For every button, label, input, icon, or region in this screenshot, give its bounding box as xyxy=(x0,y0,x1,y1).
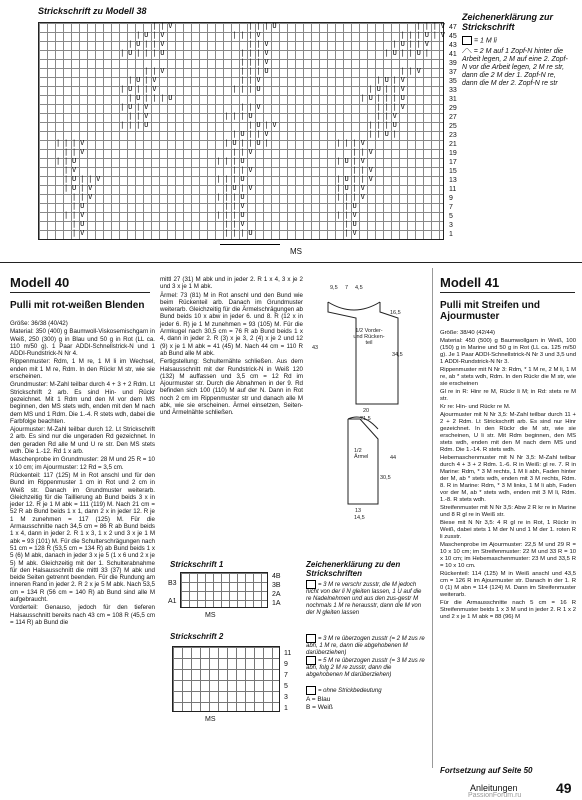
chart-symbol-row: |U|V ||V |U|V xyxy=(40,76,409,84)
dim-21-5: 21,5 xyxy=(360,416,371,422)
chart-symbol-row: ||V |||U ||V xyxy=(40,211,361,219)
dim-44: 44 xyxy=(390,455,397,461)
chart-symbol-row: |U||V ||U| xyxy=(40,130,401,138)
chart-symbol-row: |U||V |||U |U||V xyxy=(40,175,377,183)
ms-bracket xyxy=(220,244,280,245)
m41-kr-re: Kr re: Hin- und Rückr re M. xyxy=(440,404,511,410)
m40-rueckenteil: Rückenteil: 117 (125) M in Rot anschl und für den Bund im Rippenmuster 1 cm in Rot und 2 cm in Weiß str. Danach im Grundmuster weiterarb. Gleichzeitig für die Taillierung ab Bund beids 3 x in jeder 12. R je 1 M abk = 111 (119) M. Nach 21 cm = 52 R ab Bund beids 1 x 1, dann 2 x in jeder 12. R je 1 M zunehmen = 117 (125) M. Für die Armausschnitte nach 34,5 cm = 86 R ab Bund beids 1 x 4, dann in jeder 2. R 1 x 3, 1 x 2 und 3 x je 1 M abk = 93 (101) M. Für die Schulterschrägungen nach 51 cm = 128 R (53,5 cm = 134 R) ab Bund beids 1 x 5 (6) M abk, danach in jeder 3 x je 5 (1 x 6 und 2 x je 5) M abk. Gleichzeitig mit der 1. Schulterabnahme für den Halsausschnitt die mittl 33 (37) M abk und beide Seiten getrennt beenden. Für die Rundung am inneren Rand in jeder 2. R 2 x je 5 M abk. Nach 53,5 cm = 134 R (56 cm = 140 R) ab Bund sind alle M aufgebraucht. xyxy=(10,471,155,603)
m41-size: Größe: 38/40 (42/44) xyxy=(440,330,496,336)
row-number: 29 xyxy=(449,105,457,112)
chart2-ms: MS xyxy=(205,716,216,723)
legend-top-item-2: ⟋⟍ = 2 M auf 1 Zopf-N hinter die Arbeit legen, 2 M auf eine 2. Zopf-N vor die Arbeit legen, 2 M re str, dann die 2 M der 1. Zopf-N re, dann die M der 2. Zopf-N re str xyxy=(462,48,568,87)
dim-14-5: 14,5 xyxy=(354,515,365,521)
chart2-grid xyxy=(172,646,280,712)
m41-material: Material: 450 (500) g Baumwollgarn in Weiß, 100 (150) g in Marine und 50 g in Rot (LL ca. 125 m/50 g). Je 1 Paar ADDI-Schnellstrick-N Nr 3 und 3,5 und 1 ADDI-Rundstrick-N Nr 3. xyxy=(440,338,576,365)
m40-maschenprobe: Maschenprobe im Grundmuster: 28 M und 25 R = 10 x 10 cm; im Ajourmuster: 12 Rd = 3,5 cm. xyxy=(10,456,155,471)
m40-ajourmuster: Ajourmuster: M-Zahl teilbar durch 12. Lt Strickschrift 2 arb. Es sind nur die ungeraden Rd gezeichnet. In den geraden Rd alle M und U re str. Den MS stets wdh. Die 1.-12. Rd 1 x arb. xyxy=(10,426,155,456)
row-number: 45 xyxy=(449,33,457,40)
m41-rippenmuster: Rippenmuster mit N Nr 3: Rdm, * 1 M re, 2 M li, 1 M re, ab * stets wdh, Rdm. In den Rückr die M str, wie sie erscheinen xyxy=(440,367,576,387)
row-number: 19 xyxy=(449,150,457,157)
m40-fertigstellung: Fertigstellung: Schulternähte schließen. Aus dem Halsausschnitt mit der Rundstrick-N in Weiß 120 (132) M auffassen und 3,5 cm = 12 Rd im Ajourmuster str. Durch die Abnahmen in der 9. Rd befinden sich 100 (110) M auf der N. Dann in Rot noch 2 cm im Rippenmuster str und danach alle M abk, wie sie erscheinen. Ärmel einsetzen, Seiten- und Ärmelnähte schließen. xyxy=(160,358,303,417)
row-number: 23 xyxy=(449,132,457,139)
row-number: 11 xyxy=(449,186,457,193)
row-number: 15 xyxy=(449,168,457,175)
chart-symbol-row: |U|V |||V |||U|V xyxy=(40,31,449,39)
row-number: 33 xyxy=(449,87,457,94)
modell40-subtitle: Pulli mit rot-weißen Blenden xyxy=(10,300,145,311)
legend-mid-color-a: A = Blau xyxy=(306,696,331,703)
row-number: 35 xyxy=(449,78,457,85)
chart-symbol-row: ||V |||U ||V xyxy=(40,67,425,75)
m40-size: Größe: 36/38 (40/42) xyxy=(10,320,68,327)
row-number: 7 xyxy=(449,204,453,211)
section-divider xyxy=(0,262,582,263)
dim-34-5: 34,5 xyxy=(392,352,403,358)
chart1-label-b3: B3 xyxy=(168,580,177,587)
continued-note: Fortsetzung auf Seite 50 xyxy=(440,766,533,775)
page-number: 49 xyxy=(556,780,572,796)
top-chart-ms-label: MS xyxy=(290,247,302,256)
chart1-row-numbers: 4B 3B 2A 1A xyxy=(272,573,281,607)
chart1-label-a1: A1 xyxy=(168,598,177,605)
row-number: 13 xyxy=(449,177,457,184)
chart-symbol-row: ||U |||U |U|V xyxy=(40,157,369,165)
dim-9-5: 9,5 xyxy=(330,285,338,291)
chart-symbol-row: |||V |U||U| |||V xyxy=(40,139,369,147)
chart-symbol-row: |||U |U|V |||U xyxy=(40,121,401,129)
chart-symbol-row: |U|||U |U|||U xyxy=(40,94,409,102)
modell40-heading: Modell 40 xyxy=(10,275,70,290)
dim-20: 20 xyxy=(363,408,370,414)
chart-symbol-row: ||V |||U ||V xyxy=(40,112,401,120)
garment-schematic xyxy=(308,284,428,524)
chart-symbol-row: |||V xyxy=(40,58,273,66)
footer-section: Anleitungen xyxy=(470,783,518,793)
modell40-rule xyxy=(10,292,150,293)
legend-top-item-1: = 1 M li xyxy=(462,36,577,45)
m40-material: Material: 350 (400) g Baumwoll-Viskosemischgarn in Weiß, 250 (300) g in Blau und 50 g in Rot (LL ca. 110 m/50 g). 1 Paar ADDI-Schnellstrick-N und 1 ADDI-Rundstrick-N Nr 4. xyxy=(10,328,155,358)
row-number: 25 xyxy=(449,123,457,130)
top-chart-title: Strickschrift zu Modell 38 xyxy=(38,6,147,16)
dim-4-5: 4,5 xyxy=(355,285,363,291)
legend-mid-item-4: = ohne Strickbedeutung xyxy=(306,686,426,695)
legend-mid-item-1: = 3 M re verschr zusstr, die M jedoch nicht von der li N gleiten lassen, 1 U auf die re Nadelnehmen und aus den zus-gestr M nochmals 1 M re herausstr, dann die M von der N gleiten lassen xyxy=(306,580,426,617)
legend-top-title: Zeichenerklärung zur Strickschrift xyxy=(462,12,554,32)
watermark: PassionForum.ru xyxy=(468,792,522,799)
row-number: 39 xyxy=(449,60,457,67)
m40-grundmuster: Grundmuster: M-Zahl teilbar durch 4 + 3 + 2 Rdm. Lt Strickschrift 2 arb. Es sind Hin- und Rückr gezeichnet. Mit 1 Rdm und den M vor dem MS beginnen, den MS stets wdh, enden mit den M nach dem MS und 1 Rdm. Die 1.-4. R stets wdh, dabei die Farbfolge beachten. xyxy=(10,381,155,425)
dim-13: 13 xyxy=(355,508,362,514)
modell41-subtitle: Pulli mit Streifen und Ajourmuster xyxy=(440,300,541,322)
chart-symbol-row: ||V ||V ||V xyxy=(40,148,377,156)
top-chart-symbols xyxy=(38,22,449,241)
dim-30-5: 30,5 xyxy=(380,475,391,481)
m41-hebemaschen: Hebemaschenmuster mit N Nr 3,5: M-Zahl teilbar durch 4 + 3 + 2 Rdm. 1.-6. R in Weiß: gl re. 7. R in Marine: Rdm, * 3 M rechts, 1 M li abh, Faden hinter der M, ab * stets wdh, enden mit 3 M rechts, Rdm. 8. R in Marine: Rdm, * 3 M links, 1 M li abh, Faden vor der M, ab * stets wdh, enden mit 3 M li, Rdm. 1.-8. R stets wdh. xyxy=(440,455,576,503)
chart1-grid xyxy=(180,572,268,608)
modell41-heading: Modell 41 xyxy=(440,275,500,290)
chart-symbol-row: |U|||U |||V |U||U| xyxy=(40,49,433,57)
chart-symbol-row: |U|V |U|V |U|V xyxy=(40,184,369,192)
chart-symbol-row: |U|V ||V |||V xyxy=(40,103,409,111)
m40-col2-cont: mittl 27 (31) M abk und in jeder 2. R 1 x 4, 3 x je 2 und 3 x je 1 M abk. xyxy=(160,276,303,291)
modell41-rule xyxy=(440,292,575,293)
row-number: 5 xyxy=(449,213,453,220)
modell40-col1 xyxy=(10,320,155,627)
front-back-label: 1/2 Vorder- und Rücken-teil xyxy=(353,328,385,346)
chart-symbol-row: ||V |||U |||V xyxy=(40,22,449,30)
m41-maschenprobe: Maschenprobe im Ajourmuster: 22,5 M und 29 R = 10 x 10 cm; im Streifenmuster: 22 M und 33 R = 10 x 10 cm; im Hebemaschenmuster: 23 M und 33,5 R = 10 x 10 cm. xyxy=(440,542,576,569)
chart-symbol-row: |V |||U |V xyxy=(40,229,361,237)
m41-gl-re: Gl re in R: Hinr re M, Rückr li M; in Rd: stets re M str. xyxy=(440,389,576,402)
m41-armausschnitte: Für die Armausschnitte nach 5 cm = 16 R Streifenmuster beids 1 x 3 M und in jeder 2. R 1 x 2 und 2 x je 1 M abk = 88 (96) M xyxy=(440,600,576,620)
chart-symbol-row: |U ||V |U xyxy=(40,220,361,228)
row-number: 1 xyxy=(449,231,453,238)
m41-biese: Biese mit N Nr 3,5: 4 R gl re in Rot, 1 Rückr in Weiß, dabei stets 1 M der N und 1 M der 1. roten R li zusstr. xyxy=(440,520,576,540)
row-number: 27 xyxy=(449,114,457,121)
chart-symbol-row: |U ||V |U xyxy=(40,202,361,210)
chart2-row-numbers: 11 9 7 5 3 1 xyxy=(284,650,292,712)
modell41-text xyxy=(440,330,576,622)
legend-mid-color-b: B = Weiß xyxy=(306,704,333,711)
chart1-ms: MS xyxy=(205,612,216,619)
row-number: 31 xyxy=(449,96,457,103)
row-number: 47 xyxy=(449,24,457,31)
row-number: 21 xyxy=(449,141,457,148)
m41-streifen: Streifenmuster mit N Nr 3,5: Abw 2 R kr re in Marine und 8 R gl re in Weiß str. xyxy=(440,505,576,518)
m40-vorderteil: Vorderteil: Genauso, jedoch für den tieferen Halsausschnitt bereits nach 43 cm = 108 R (45,5 cm = 114 R) ab Bund die xyxy=(10,604,155,626)
dim-43: 43 xyxy=(312,345,319,351)
m41-ajourmuster: Ajourmuster mit N Nr 3,5: M-Zahl teilbar durch 11 + 2 + 2 Rdm. Lt Strickschrift arb. Es sind nur Hinr gezeichnet. In den Rückr die M str, wie sie erscheinen, U li str. Mit Rdm beginnen, den MS stets wdh, enden mit den M nach dem MS und Rdm. Die 1.-14. R stets wdh. xyxy=(440,412,576,453)
m40-rippenmuster: Rippenmuster: Rdm, 1 M re, 1 M li im Wechsel, enden mit 1 M re, Rdm. In den Rückr M str, wie sie erscheinen. xyxy=(10,358,155,381)
legend-mid-item-3: = 5 M re überzogen zusstr (= 3 M zus re abh, folg 2 M re zusstr, dann die abgehobenen M darüberziehen) xyxy=(306,656,426,679)
row-number: 37 xyxy=(449,69,457,76)
row-number: 9 xyxy=(449,195,453,202)
chart-symbol-row: |V ||V ||V xyxy=(40,166,377,174)
legend-mid-item-2: = 3 M re überzogen zusstr (= 2 M zus re abh, 1 M re, dann die abgehobenen M darüberziehen) xyxy=(306,634,426,657)
row-number: 43 xyxy=(449,42,457,49)
row-number: 17 xyxy=(449,159,457,166)
chart-symbol-row: |U||V |||U |U||V xyxy=(40,85,409,93)
chart2-title: Strickschrift 2 xyxy=(170,632,224,641)
m41-rueckenteil: Rückenteil: 114 (125) M in Weiß anschl und 43,5 cm = 126 R im Ajourmuster str. Danach in der 1. R 0 (1) M abn = 114 (124) M. Dann im Streifenmuster weiterarb. xyxy=(440,571,576,598)
legend-mid-title: Zeichenerklärung zu den Strickschriften xyxy=(306,560,401,578)
chart-symbol-row: ||V |||U |||V xyxy=(40,193,369,201)
row-number: 3 xyxy=(449,222,453,229)
dim-7: 7 xyxy=(345,285,349,291)
row-number: 41 xyxy=(449,51,457,58)
m40-aermel: Ärmel: 73 (81) M in Rot anschl und den Bund wie beim Rückenteil arb. Danach im Grundmuster weiterarb. Gleichzeitig für die Ärmelschrägungen ab Bund beids 10 x abw in jeder 6. und 8. R (12 x in jeder 6. R) je 1 M zunehmen = 93 (105) M. Für die Armkugel nach 30,5 cm = 76 R ab Bund beids 1 x 4, dann in jeder 2. R (3) x je 3, 2 (4) x je 2 und 12 (9) x je 1 M abk = 41 (45) M. Nach 44 cm = 110 R ab Bund alle M abk. xyxy=(160,291,303,357)
chart1-title: Strickschrift 1 xyxy=(170,560,224,569)
column-divider xyxy=(432,268,433,768)
sleeve-label: 1/2 Ärmel xyxy=(354,448,369,460)
chart-symbol-row: |U||V ||V |U||V xyxy=(40,40,433,48)
modell40-col2 xyxy=(160,276,303,418)
dim-16-5: 16,5 xyxy=(390,310,401,316)
